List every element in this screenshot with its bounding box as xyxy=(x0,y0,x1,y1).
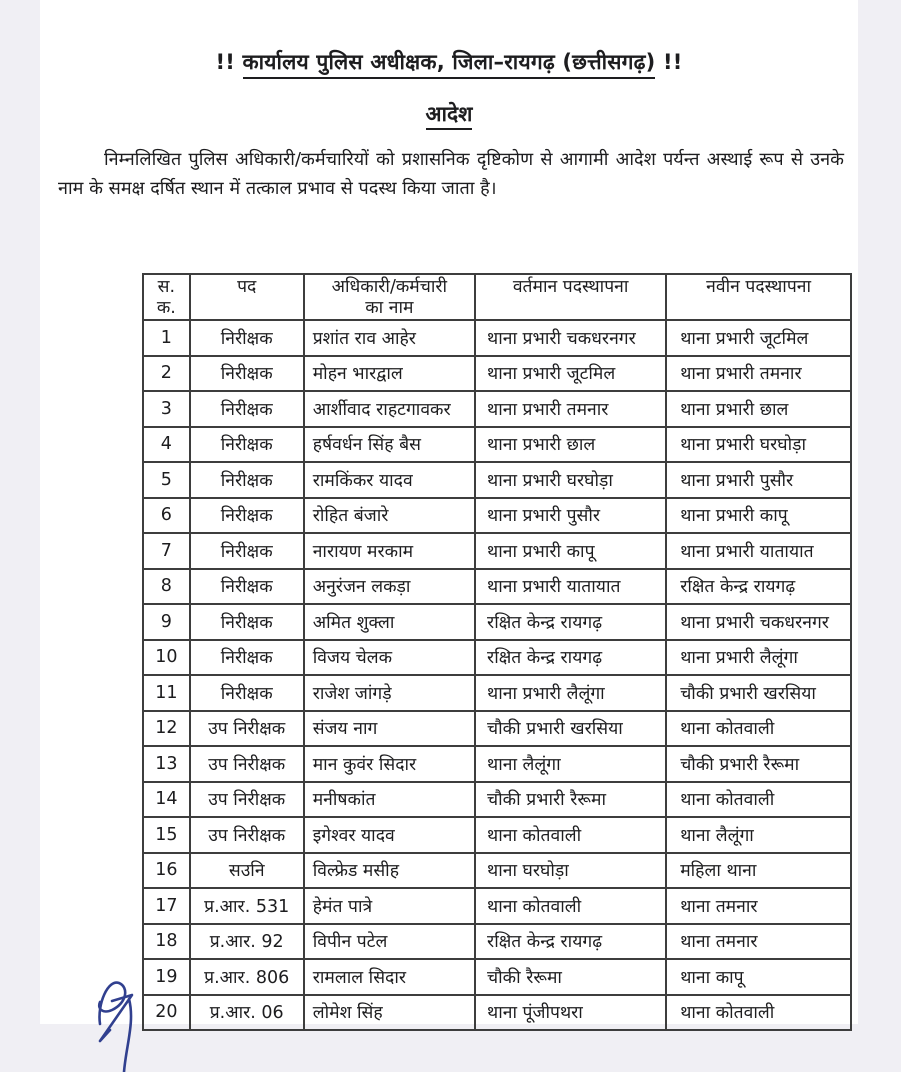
table-row xyxy=(143,675,851,711)
table-row xyxy=(143,924,851,960)
cell-name: हेमंत पात्रे xyxy=(304,888,475,924)
cell-name: मोहन भारद्वाल xyxy=(304,356,475,392)
transfer-table-header xyxy=(143,274,851,320)
cell-current-posting: रक्षित केन्द्र रायगढ़ xyxy=(475,640,666,676)
cell-serial: 19 xyxy=(143,959,190,995)
cell-current-posting: चौकी रैरूमा xyxy=(475,959,666,995)
cell-current-posting: रक्षित केन्द्र रायगढ़ xyxy=(475,604,666,640)
cell-current-posting: थाना प्रभारी पुसौर xyxy=(475,498,666,534)
cell-serial: 9 xyxy=(143,604,190,640)
cell-serial: 17 xyxy=(143,888,190,924)
table-row xyxy=(143,533,851,569)
cell-name: अनुरंजन लकड़ा xyxy=(304,569,475,605)
cell-new-posting: थाना प्रभारी यातायात xyxy=(666,533,851,569)
cell-post: उप निरीक्षक xyxy=(190,782,304,818)
cell-post: निरीक्षक xyxy=(190,427,304,463)
cell-post: उप निरीक्षक xyxy=(190,711,304,747)
cell-name: हर्षवर्धन सिंह बैस xyxy=(304,427,475,463)
table-row xyxy=(143,782,851,818)
title-suffix: !! xyxy=(663,50,683,74)
cell-new-posting: थाना कोतवाली xyxy=(666,711,851,747)
scan-edge-right xyxy=(858,0,901,1024)
cell-new-posting: चौकी प्रभारी रैरूमा xyxy=(666,746,851,782)
transfer-table-body xyxy=(143,320,851,1030)
cell-name: संजय नाग xyxy=(304,711,475,747)
cell-current-posting: थाना कोतवाली xyxy=(475,817,666,853)
cell-new-posting: चौकी प्रभारी खरसिया xyxy=(666,675,851,711)
table-row xyxy=(143,640,851,676)
cell-new-posting: थाना तमनार xyxy=(666,924,851,960)
order-heading: आदेश xyxy=(40,100,858,128)
cell-current-posting: थाना घरघोड़ा xyxy=(475,853,666,889)
cell-name: विपीन पटेल xyxy=(304,924,475,960)
cell-name: आर्शीवाद राहटगावकर xyxy=(304,391,475,427)
table-row xyxy=(143,427,851,463)
cell-post: निरीक्षक xyxy=(190,604,304,640)
cell-new-posting: थाना प्रभारी तमनार xyxy=(666,356,851,392)
cell-name: नारायण मरकाम xyxy=(304,533,475,569)
cell-new-posting: थाना प्रभारी पुसौर xyxy=(666,462,851,498)
table-row xyxy=(143,320,851,356)
cell-serial: 2 xyxy=(143,356,190,392)
cell-new-posting: थाना कापू xyxy=(666,959,851,995)
cell-name: विजय चेलक xyxy=(304,640,475,676)
cell-new-posting: रक्षित केन्द्र रायगढ़ xyxy=(666,569,851,605)
cell-post: प्र.आर. 92 xyxy=(190,924,304,960)
order-paragraph: निम्नलिखित पुलिस अधिकारी/कर्मचारियों को प्रशासनिक दृष्टिकोण से आगामी आदेश पर्यन्त अस्थाई रूप से उनके नाम के समक्ष दर्षित स्थान में तत्काल प्रभाव से पदस्थ किया जाता है। xyxy=(58,149,844,199)
cell-new-posting: महिला थाना xyxy=(666,853,851,889)
cell-post: निरीक्षक xyxy=(190,462,304,498)
cell-post: प्र.आर. 06 xyxy=(190,995,304,1031)
cell-serial: 15 xyxy=(143,817,190,853)
table-row xyxy=(143,391,851,427)
table-row xyxy=(143,356,851,392)
table-row xyxy=(143,746,851,782)
cell-post: निरीक्षक xyxy=(190,675,304,711)
transfer-table xyxy=(142,273,852,1031)
cell-new-posting: थाना प्रभारी छाल xyxy=(666,391,851,427)
document-page xyxy=(40,0,858,1024)
cell-new-posting: थाना तमनार xyxy=(666,888,851,924)
table-row xyxy=(143,604,851,640)
cell-name: राजेश जांगड़े xyxy=(304,675,475,711)
cell-post: उप निरीक्षक xyxy=(190,817,304,853)
cell-post: निरीक्षक xyxy=(190,498,304,534)
cell-name: प्रशांत राव आहेर xyxy=(304,320,475,356)
cell-current-posting: चौकी प्रभारी खरसिया xyxy=(475,711,666,747)
cell-name: रामलाल सिदार xyxy=(304,959,475,995)
table-row xyxy=(143,569,851,605)
cell-name: मनीषकांत xyxy=(304,782,475,818)
cell-name: रामकिंकर यादव xyxy=(304,462,475,498)
title-text: कार्यालय पुलिस अधीक्षक, जिला–रायगढ़ (छत्तीसगढ़) xyxy=(243,50,656,79)
cell-post: सउनि xyxy=(190,853,304,889)
cell-post: निरीक्षक xyxy=(190,569,304,605)
cell-new-posting: थाना कोतवाली xyxy=(666,782,851,818)
header-new-posting: नवीन पदस्थापना xyxy=(666,274,851,320)
cell-serial: 7 xyxy=(143,533,190,569)
cell-post: निरीक्षक xyxy=(190,391,304,427)
table-row xyxy=(143,853,851,889)
cell-serial: 14 xyxy=(143,782,190,818)
cell-name: इगेश्वर यादव xyxy=(304,817,475,853)
table-row xyxy=(143,817,851,853)
cell-serial: 8 xyxy=(143,569,190,605)
document-title xyxy=(40,48,858,76)
cell-serial: 20 xyxy=(143,995,190,1031)
cell-serial: 18 xyxy=(143,924,190,960)
cell-current-posting: थाना प्रभारी चकधरनगर xyxy=(475,320,666,356)
cell-current-posting: थाना लैलूंगा xyxy=(475,746,666,782)
cell-new-posting: थाना लैलूंगा xyxy=(666,817,851,853)
cell-current-posting: थाना कोतवाली xyxy=(475,888,666,924)
cell-post: प्र.आर. 531 xyxy=(190,888,304,924)
table-row xyxy=(143,498,851,534)
cell-serial: 12 xyxy=(143,711,190,747)
cell-new-posting: थाना प्रभारी घरघोड़ा xyxy=(666,427,851,463)
table-row xyxy=(143,959,851,995)
cell-new-posting: थाना कोतवाली xyxy=(666,995,851,1031)
header-post: पद xyxy=(190,274,304,320)
header-current-posting: वर्तमान पदस्थापना xyxy=(475,274,666,320)
cell-name: लोमेश सिंह xyxy=(304,995,475,1031)
cell-current-posting: थाना प्रभारी जूटमिल xyxy=(475,356,666,392)
cell-post: निरीक्षक xyxy=(190,640,304,676)
header-serial: स. क. xyxy=(143,274,190,320)
cell-serial: 5 xyxy=(143,462,190,498)
table-row xyxy=(143,995,851,1031)
title-prefix: !! xyxy=(215,50,235,74)
cell-post: निरीक्षक xyxy=(190,320,304,356)
cell-current-posting: रक्षित केन्द्र रायगढ़ xyxy=(475,924,666,960)
cell-new-posting: थाना प्रभारी जूटमिल xyxy=(666,320,851,356)
cell-post: निरीक्षक xyxy=(190,533,304,569)
cell-serial: 11 xyxy=(143,675,190,711)
cell-new-posting: थाना प्रभारी चकधरनगर xyxy=(666,604,851,640)
table-row xyxy=(143,888,851,924)
cell-name: मान कुवंर सिदार xyxy=(304,746,475,782)
cell-name: रोहित बंजारे xyxy=(304,498,475,534)
cell-current-posting: थाना पूंजीपथरा xyxy=(475,995,666,1031)
cell-serial: 1 xyxy=(143,320,190,356)
cell-serial: 13 xyxy=(143,746,190,782)
cell-current-posting: थाना प्रभारी तमनार xyxy=(475,391,666,427)
cell-current-posting: थाना प्रभारी यातायात xyxy=(475,569,666,605)
cell-serial: 10 xyxy=(143,640,190,676)
cell-post: निरीक्षक xyxy=(190,356,304,392)
header-name: अधिकारी/कर्मचारी का नाम xyxy=(304,274,475,320)
cell-current-posting: थाना प्रभारी लैलूंगा xyxy=(475,675,666,711)
table-row xyxy=(143,711,851,747)
cell-serial: 3 xyxy=(143,391,190,427)
cell-current-posting: थाना प्रभारी घरघोड़ा xyxy=(475,462,666,498)
cell-serial: 16 xyxy=(143,853,190,889)
cell-new-posting: थाना प्रभारी लैलूंगा xyxy=(666,640,851,676)
cell-post: उप निरीक्षक xyxy=(190,746,304,782)
cell-serial: 6 xyxy=(143,498,190,534)
scan-edge-left xyxy=(0,0,40,1024)
cell-post: प्र.आर. 806 xyxy=(190,959,304,995)
cell-current-posting: थाना प्रभारी छाल xyxy=(475,427,666,463)
cell-new-posting: थाना प्रभारी कापू xyxy=(666,498,851,534)
cell-name: अमित शुक्ला xyxy=(304,604,475,640)
signature-mark xyxy=(55,960,175,1072)
cell-name: विल्फ्रेड मसीह xyxy=(304,853,475,889)
table-row xyxy=(143,462,851,498)
cell-current-posting: थाना प्रभारी कापू xyxy=(475,533,666,569)
cell-serial: 4 xyxy=(143,427,190,463)
cell-current-posting: चौकी प्रभारी रैरूमा xyxy=(475,782,666,818)
